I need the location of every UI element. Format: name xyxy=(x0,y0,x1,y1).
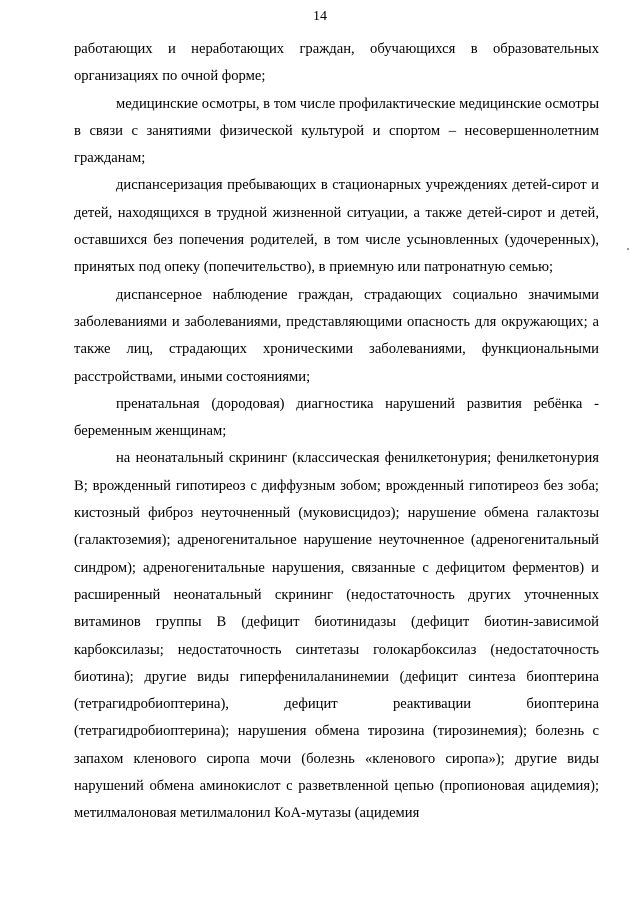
paragraph-medical-examinations: медицинские осмотры, в том числе профилактические медицинские осмотры в связи с занятиями физической культурой и спортом – несовершеннолетним гражданам; xyxy=(74,95,599,167)
paragraph-orphan-dispensarization: диспансеризация пребывающих в стационарных учреждениях детей-сирот и детей, находящихся в трудной жизненной ситуации, а также детей-сирот и детей, оставшихся без попечения родителей, в том числе усыновленных (удочеренных), принятых под опеку (попечительство), в приемную или патронатную семью; xyxy=(74,177,599,276)
paragraph-continued-students: работающих и неработающих граждан, обучающихся в образовательных организациях по очной форме; xyxy=(74,41,599,85)
paragraph-dispensary-observation: диспансерное наблюдение граждан, страдающих социально значимыми заболеваниями и заболеваниями, представляющими опасность для окружающих; а также лиц, страдающих хроническими заболеваниями, функциональными расстройствами, иными состояниями; xyxy=(74,286,599,385)
page-number: 14 xyxy=(313,9,327,24)
document-body xyxy=(74,36,599,828)
paragraph-neonatal-screening: на неонатальный скрининг (классическая фенилкетонурия; фенилкетонурия В; врожденный гипотиреоз с диффузным зобом; врожденный гипотиреоз без зоба; кистозный фиброз неуточненный (муковисцидоз); нарушение обмена галактозы (галактоземия); адреногенитальное нарушение неуточненное (адреногенитальный синдром); адреногенитальные нарушения, связанные с дефицитом ферментов) и расширенный неонатальный скрининг (недостаточность других уточненных витаминов группы В (дефицит биотинидазы (дефицит биотин-зависимой карбоксилазы; недостаточность синтетазы голокарбоксилаз (недостаточность биотина); другие виды гиперфенилаланинемии (дефицит синтеза биоптерина (тетрагидробиоптерина), дефицит реактивации биоптерина (тетрагидробиоптерина); нарушения обмена тирозина (тирозинемия); болезнь с запахом кленового сиропа мочи (болезнь «кленового сиропа»); другие виды нарушений обмена аминокислот с разветвленной цепью (пропионовая ацидемия); метилмалоновая метилмалонил КоА-мутазы (ацидемия xyxy=(74,450,599,822)
paragraph-prenatal-diagnostics: пренатальная (дородовая) диагностика нарушений развития ребёнка - беременным женщинам; xyxy=(74,395,599,440)
scan-margin-mark xyxy=(627,248,629,250)
